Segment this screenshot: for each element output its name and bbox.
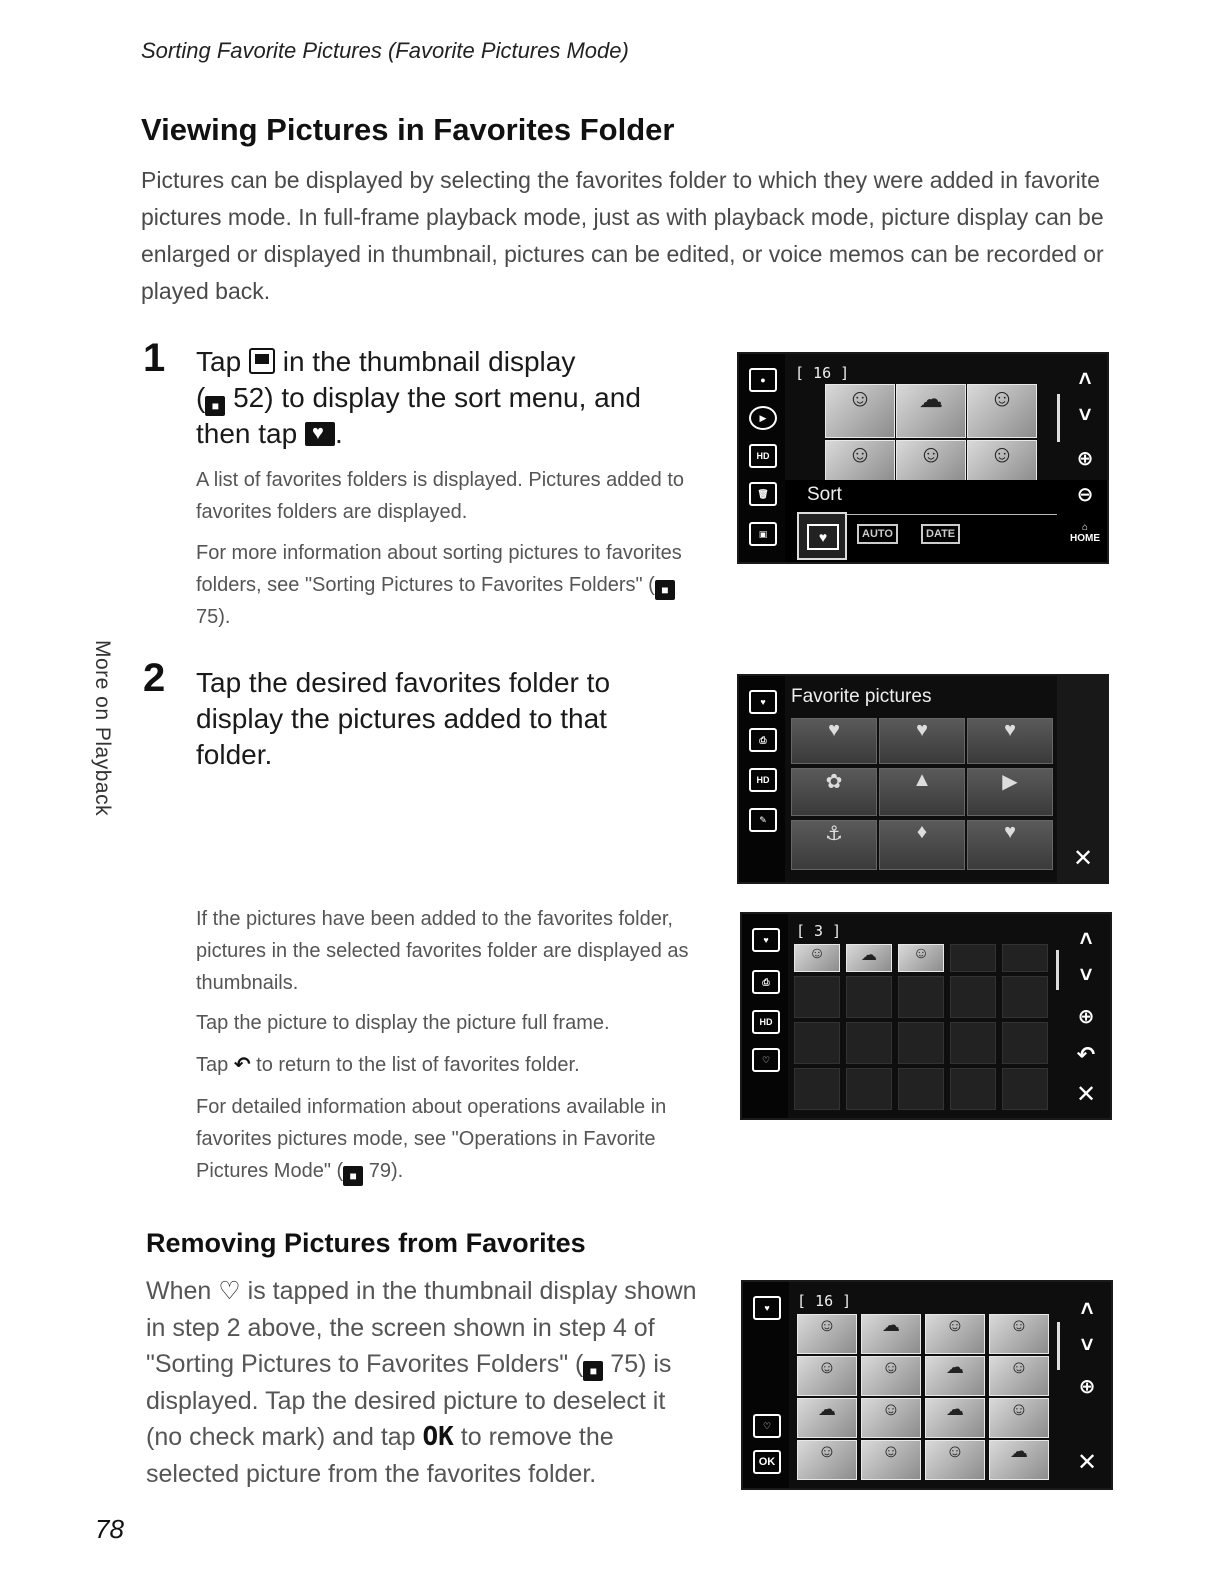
favorites-folder[interactable]: ▲: [879, 768, 965, 816]
thumbnail[interactable]: ☁: [925, 1356, 985, 1396]
zoom-in-icon[interactable]: ⊕: [1078, 1376, 1096, 1398]
favorites-sort-button[interactable]: ♥: [797, 512, 847, 560]
thumbnail[interactable]: ☺: [967, 440, 1037, 482]
intro-paragraph: Pictures can be displayed by selecting the favorites folder to which they were added in favorite pictures mode. In full-frame playback mode, just as with playback mode, picture display can be enlarged or displayed in thumbnail, pictures can be edited, or voice memos can be recorded or played back.: [141, 167, 1104, 304]
empty-slot: [846, 1068, 892, 1110]
scroll-up-icon[interactable]: ˄: [1080, 1296, 1094, 1321]
reference-book-icon: ■: [655, 580, 675, 600]
step-2-note-1: If the pictures have been added to the favorites folder, pictures in the selected favorites folder are displayed as thumbnails.: [196, 908, 689, 994]
scroll-down-icon[interactable]: ˅: [1080, 1332, 1094, 1357]
favorites-folder[interactable]: ♦: [879, 820, 965, 870]
empty-slot: [846, 976, 892, 1018]
empty-slot: [794, 1068, 840, 1110]
hd-icon: HD: [749, 444, 777, 468]
empty-slot: [794, 1022, 840, 1064]
thumbnail[interactable]: ☁: [797, 1398, 857, 1438]
favorites-folder[interactable]: ▶: [967, 768, 1053, 816]
scroll-up-icon[interactable]: ˄: [1079, 926, 1093, 951]
scroll-up-icon[interactable]: ˄: [1078, 366, 1092, 391]
step-1-note-1: A list of favorites folders is displayed. Pictures added to favorites folders are displayed.: [196, 469, 685, 523]
reference-book-icon: ■: [205, 396, 225, 416]
close-icon[interactable]: ✕: [1072, 845, 1094, 872]
screen-title: Favorite pictures: [791, 686, 932, 707]
delete-icon: 🗑: [749, 482, 777, 506]
favorites-folder[interactable]: ♥: [967, 718, 1053, 764]
empty-slot: [1002, 1022, 1048, 1064]
step-2-note-4: For detailed information about operations available in favorites pictures mode, see "Operations in Favorite Pictures Mode" ( ■ 79).: [196, 1091, 706, 1187]
thumbnail[interactable]: ☺: [896, 440, 966, 482]
step-1-note-2: For more information about sorting pictures to favorites folders, see "Sorting Pictures to Favorites Folders" ( ■ 75).: [196, 542, 682, 628]
step-1-instruction: Tap in the thumbnail display ( ■ 52) to display the sort menu, and then tap ♥ .: [196, 344, 706, 452]
thumbnail[interactable]: ☺: [797, 1356, 857, 1396]
camera-screen-sort-menu: [737, 352, 1109, 564]
empty-slot: [1002, 976, 1048, 1018]
thumbnail[interactable]: ☺: [925, 1440, 985, 1480]
thumbnail[interactable]: ☺: [797, 1440, 857, 1480]
reference-book-icon: ■: [583, 1361, 603, 1381]
sort-menu-icon: [249, 348, 275, 374]
picture-count: [ 16 ]: [795, 364, 850, 382]
empty-slot: [950, 1068, 996, 1110]
favorites-folder-icon: ♥: [752, 928, 780, 952]
scroll-down-icon[interactable]: ˅: [1079, 962, 1093, 987]
print-icon: ⎙: [749, 728, 777, 752]
step-2-note-3: Tap ↶ to return to the list of favorites folder.: [196, 1054, 580, 1076]
favorites-folder-icon: ♥: [753, 1296, 781, 1320]
date-sort-button[interactable]: DATE: [921, 524, 960, 544]
empty-slot: [1002, 1068, 1048, 1110]
empty-slot: [950, 1022, 996, 1064]
hd-icon: HD: [749, 768, 777, 792]
section-title: Viewing Pictures in Favorites Folder: [141, 112, 675, 147]
thumbnail[interactable]: ☁: [896, 384, 966, 438]
empty-slot: [950, 944, 996, 972]
favorites-icon: ♥: [749, 690, 777, 714]
close-icon[interactable]: ✕: [1076, 1449, 1098, 1476]
camera-screen-folder-thumbnails: [740, 912, 1112, 1120]
playback-icon: ▶: [749, 406, 777, 430]
page-number: 78: [95, 1514, 124, 1544]
scroll-down-icon[interactable]: ˅: [1078, 402, 1092, 427]
camera-screen-remove-selection: [741, 1280, 1113, 1490]
zoom-out-icon[interactable]: ⊖: [1076, 484, 1094, 506]
step-1-number: 1: [143, 336, 166, 380]
scroll-bar[interactable]: [1056, 950, 1059, 990]
running-header: Sorting Favorite Pictures (Favorite Pictures Mode): [141, 38, 629, 63]
empty-slot: [898, 1068, 944, 1110]
sort-icon: ▣: [749, 522, 777, 546]
thumbnail[interactable]: ☺: [989, 1398, 1049, 1438]
favorites-folder[interactable]: ✿: [791, 768, 877, 816]
favorites-folder[interactable]: ♥: [791, 718, 877, 764]
favorites-folder[interactable]: ♥: [967, 820, 1053, 870]
empty-slot: [898, 1022, 944, 1064]
step-2-note-2: Tap the picture to display the picture full frame.: [196, 1012, 610, 1034]
favorite-remove-icon: ♡: [752, 1048, 780, 1072]
edit-icon: ✎: [749, 808, 777, 832]
thumbnail[interactable]: ☺: [989, 1314, 1049, 1354]
close-icon[interactable]: ✕: [1075, 1081, 1097, 1108]
reference-book-icon: ■: [343, 1166, 363, 1186]
picture-count: [ 16 ]: [797, 1292, 852, 1310]
thumbnail[interactable]: ☺: [967, 384, 1037, 438]
thumbnail[interactable]: ☁: [846, 944, 892, 972]
empty-slot: [898, 976, 944, 1018]
camera-icon: ●: [749, 368, 777, 392]
side-tab: More on Playback: [91, 640, 114, 817]
print-icon: ⎙: [752, 970, 780, 994]
home-button[interactable]: ⌂ HOME: [1070, 522, 1100, 544]
thumbnail[interactable]: ☺: [797, 1314, 857, 1354]
thumbnail[interactable]: ☺: [861, 1440, 921, 1480]
empty-slot: [794, 976, 840, 1018]
favorite-remove-icon: ♡: [218, 1277, 241, 1305]
step-2-instruction: Tap the desired favorites folder to display the pictures added to that folder.: [196, 667, 611, 770]
return-icon: ↶: [233, 1054, 251, 1076]
zoom-in-icon[interactable]: ⊕: [1077, 1006, 1095, 1028]
scroll-bar[interactable]: [1057, 394, 1060, 442]
picture-count: [ 3 ]: [796, 922, 842, 940]
zoom-in-icon[interactable]: ⊕: [1076, 448, 1094, 470]
thumbnail[interactable]: ☺: [825, 384, 895, 438]
camera-screen-favorites-list: [737, 674, 1109, 884]
step-2-number: 2: [143, 656, 166, 700]
return-icon[interactable]: ↶: [1076, 1042, 1096, 1067]
thumbnail[interactable]: ☺: [794, 944, 840, 972]
favorites-sort-icon: [305, 422, 335, 446]
removing-title: Removing Pictures from Favorites: [146, 1228, 586, 1258]
ok-button[interactable]: OK: [753, 1450, 781, 1474]
empty-slot: [1002, 944, 1048, 972]
thumbnail[interactable]: ☺: [898, 944, 944, 972]
favorites-folder[interactable]: ♥: [879, 718, 965, 764]
thumbnail[interactable]: ☺: [925, 1314, 985, 1354]
thumbnail[interactable]: ☺: [861, 1356, 921, 1396]
ok-icon: OK: [422, 1422, 454, 1452]
thumbnail[interactable]: ☺: [825, 440, 895, 482]
thumbnail[interactable]: ☺: [989, 1356, 1049, 1396]
scroll-bar[interactable]: [1057, 1322, 1060, 1370]
removing-paragraph: When ♡ is tapped in the thumbnail display shown in step 2 above, the screen shown in step 4 of "Sorting Pictures to Favorites Folders" ( ■ 75) is displayed. Tap the desired picture to deselect it (no check mark) and tap OK to remove the selected picture from the favorites folder.: [146, 1277, 697, 1488]
thumbnail[interactable]: ☁: [925, 1398, 985, 1438]
thumbnail[interactable]: ☁: [861, 1314, 921, 1354]
sort-menu-label: Sort: [807, 484, 842, 505]
hd-icon: HD: [752, 1010, 780, 1034]
thumbnail[interactable]: ☺: [861, 1398, 921, 1438]
empty-slot: [950, 976, 996, 1018]
favorite-remove-icon: ♡: [753, 1414, 781, 1438]
auto-sort-button[interactable]: AUTO: [857, 524, 898, 544]
empty-slot: [846, 1022, 892, 1064]
favorites-folder[interactable]: ⚓: [791, 820, 877, 870]
thumbnail[interactable]: ☁: [989, 1440, 1049, 1480]
